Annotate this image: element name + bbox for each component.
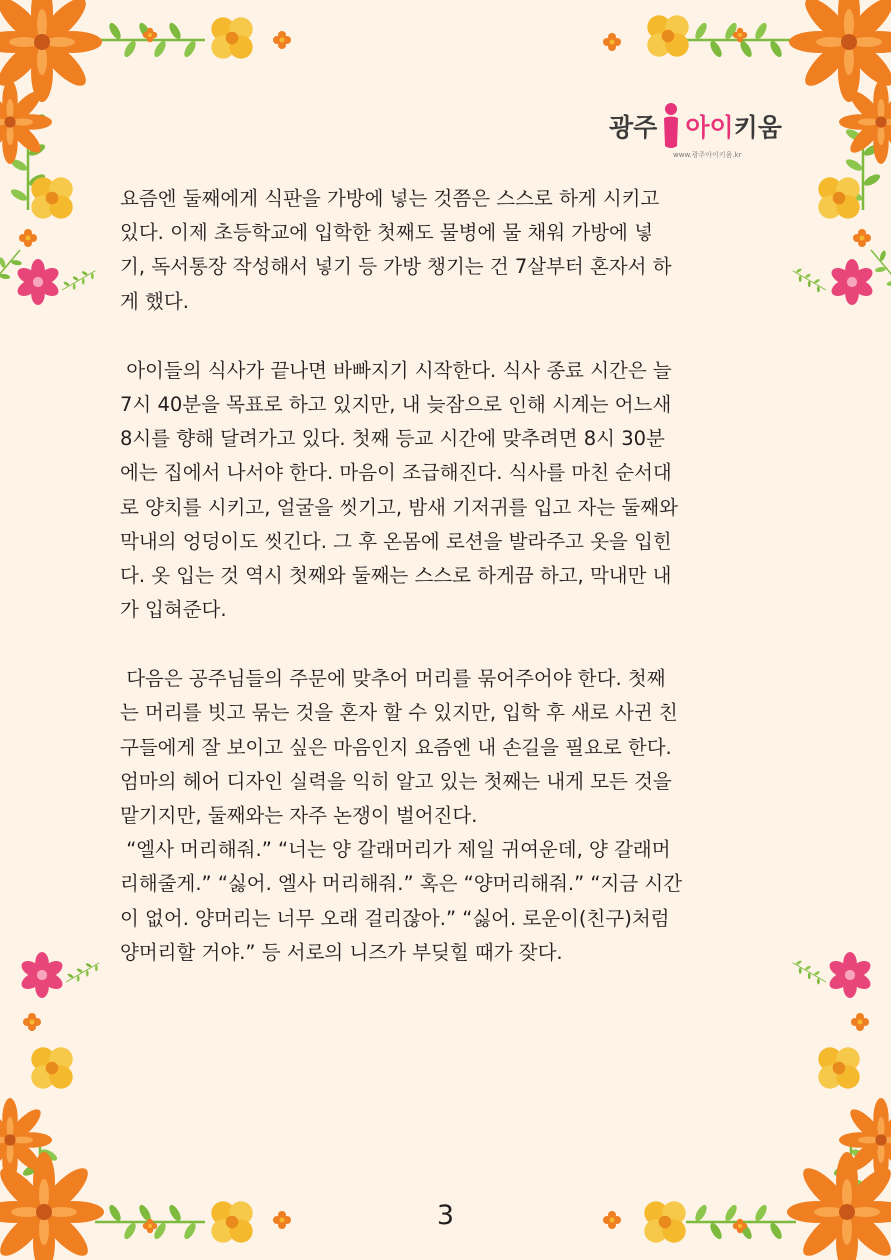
text-line: 이 없어. 양머리는 너무 오래 걸리잖아.” “싫어. 로운이(친구)처럼 [120, 906, 670, 930]
text-line: 로 양치를 시키고, 얼굴을 씻기고, 밤새 기저귀를 입고 자는 둘째와 [120, 495, 678, 519]
logo [609, 94, 809, 164]
article-body [120, 182, 780, 970]
logo-url: www.광주아이키움.kr [673, 151, 742, 159]
text-line: 에는 집에서 나서야 한다. 마음이 조급해진다. 식사를 마친 순서대 [120, 461, 672, 485]
text-line: 리해줄게.” “싫어. 엘사 머리해줘.” 혹은 “양머리해줘.” “지금 시간 [120, 872, 683, 896]
logo-wordmark [609, 102, 782, 150]
text-line: 구들에게 잘 보이고 싶은 마음인지 요즘엔 내 손길을 필요로 한다. [120, 735, 672, 759]
logo-text-left: 광주 [609, 113, 658, 142]
text-line: 다음은 공주님들의 주문에 맞추어 머리를 묶어주어야 한다. 첫째 [120, 667, 666, 691]
page-number: 3 [436, 1200, 455, 1231]
logo-text-right: 키움 [733, 113, 782, 142]
text-line: 게 했다. [120, 289, 189, 313]
text-line: 엄마의 헤어 디자인 실력을 익히 알고 있는 첫째는 내게 모든 것을 [120, 769, 672, 793]
text-line: 다. 옷 입는 것 역시 첫째와 둘째는 스스로 하게끔 하고, 막내만 내 [120, 563, 672, 587]
text-line: “엘사 머리해줘.” “너는 양 갈래머리가 제일 귀여운데, 양 갈래머 [120, 838, 671, 862]
logo-person-icon [658, 102, 684, 150]
text-line: 8시를 향해 달려가고 있다. 첫째 등교 시간에 맞추려면 8시 30분 [120, 427, 665, 451]
text-line: 7시 40분을 목표로 하고 있지만, 내 늦잠으로 인해 시계는 어느새 [120, 392, 672, 416]
paragraph [120, 354, 780, 628]
text-line: 있다. 이제 초등학교에 입학한 첫째도 물병에 물 채워 가방에 넣 [120, 221, 653, 245]
text-line: 기, 독서통장 작성해서 넣기 등 가방 챙기는 건 7살부터 혼자서 하 [120, 255, 672, 279]
text-line: 막내의 엉덩이도 씻긴다. 그 후 온몸에 로션을 발라주고 옷을 입힌 [120, 529, 672, 553]
logo-text-mid: 아이 [685, 113, 734, 142]
paragraph [120, 182, 780, 319]
text-line: 요즘엔 둘째에게 식판을 가방에 넣는 것쯤은 스스로 하게 시키고 [120, 187, 660, 210]
text-line: 아이들의 식사가 끝나면 바빠지기 시작한다. 식사 종료 시간은 늘 [120, 358, 672, 382]
paragraph [120, 662, 780, 970]
text-line: 맡기지만, 둘째와는 자주 논쟁이 벌어진다. [120, 804, 478, 827]
text-line: 가 입혀준다. [120, 598, 227, 622]
text-line: 양머리할 거야.” 등 서로의 니즈가 부딪힐 때가 잦다. [120, 940, 563, 964]
text-line: 는 머리를 빗고 묶는 것을 혼자 할 수 있지만, 입학 후 새로 사귄 친 [120, 701, 678, 725]
